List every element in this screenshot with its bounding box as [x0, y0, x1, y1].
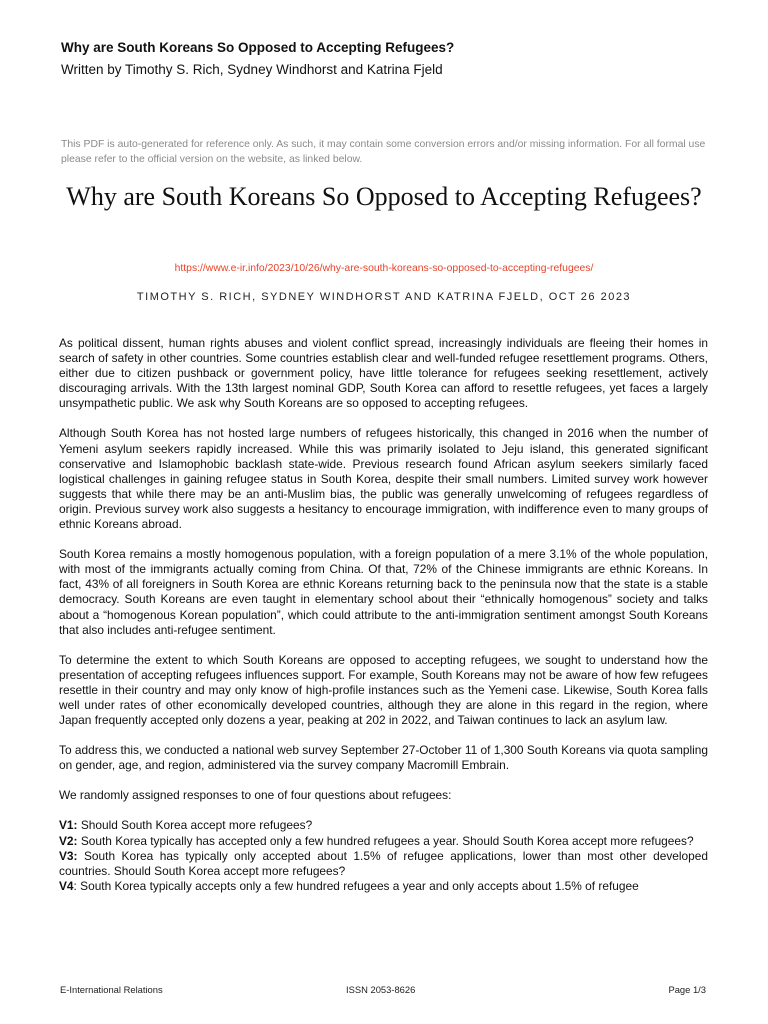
question-label: V2: — [59, 833, 78, 848]
disclaimer-text: This PDF is auto-generated for reference only. As such, it may contain some conversion errors and/or missing information. For all formal use please refer to the official version on the website, as linked below. — [61, 139, 706, 165]
footer-issn: ISSN 2053-8626 — [346, 984, 416, 995]
article-byline: TIMOTHY S. RICH, SYDNEY WINDHORST AND KATRINA FJELD, OCT 26 2023 — [136, 291, 632, 303]
article-title: Why are South Koreans So Opposed to Accepting Refugees? — [66, 182, 702, 211]
question-text: South Korea has typically only accepted about 1.5% of refugee applications, lower than most other developed countries. Should South Korea accept more refugees? — [59, 848, 708, 878]
paragraph: To address this, we conducted a national web survey September 27-October 11 of 1,300 South Koreans via quota sampling on gender, age, and region, administered via the survey company Macromill Embrain. — [59, 743, 708, 773]
question-item — [59, 849, 708, 879]
paragraph: As political dissent, human rights abuses and violent conflict spread, increasingly individuals are fleeing their homes in search of safety in other countries. Some countries establish clear and well-funded refugee resettlement programs. Others, either due to citizen pushback or government policy, have little tolerance for refugees seeking resettlement, actively discouraging arrivals. With the 13th largest nominal GDP, South Korea can afford to resettle refugees, yet faces a largely unsympathetic public. We ask why South Koreans are so opposed to accepting refugees. — [59, 336, 708, 411]
article-body — [59, 336, 708, 894]
paragraph: South Korea remains a mostly homogenous population, with a foreign population of a mere 3.1% of the whole population, with most of the immigrants actually coming from China. Of that, 72% of the Chinese immigrants are ethnic Koreans. In fact, 43% of all foreigners in South Korea are ethnic Koreans returning back to the peninsula now that the state is a stable democracy. South Koreans are even taught in elementary school about their “ethnically homogenous” society and talks about a “homogenous Korean population”, which could attribute to the anti-immigration sentiment amongst South Koreans that also includes anti-refugee sentiment. — [59, 547, 708, 637]
paragraph: To determine the extent to which South Koreans are opposed to accepting refugees, we sought to understand how the presentation of accepting refugees influences support. For example, South Koreans may not be aware of how few refugees resettle in their country and may only know of high-profile instances such as the Yemeni case. Likewise, South Korea falls well under rates of other economically developed countries, although they are alone in this regard in the region, where Japan frequently accepted only dozens a year, peaking at 202 in 2022, and Taiwan continues to lack an asylum law. — [59, 652, 708, 728]
question-label: V3: — [59, 848, 78, 863]
header-authors: Written by Timothy S. Rich, Sydney Windhorst and Katrina Fjeld — [61, 62, 443, 77]
question-item — [59, 879, 708, 894]
question-text: South Korea typically has accepted only a few hundred refugees a year. Should South Korea accept more refugees? — [77, 833, 694, 848]
question-text: Should South Korea accept more refugees? — [77, 818, 313, 833]
question-label: V1: — [59, 818, 78, 833]
paragraph: Although South Korea has not hosted large numbers of refugees historically, this changed in 2016 when the number of Yemeni asylum seekers rapidly increased. While this was primarily isolated to Jeju island, this generated significant conservative and Islamophobic backlash state-wide. Previous research found African asylum seekers similarly faced logistical challenges in gaining refugee status in South Korea, despite their small numbers. Limited survey work however suggests that while there may be an anti-Muslim bias, the public was generally unwelcoming of refugees regardless of origin. Previous survey work also suggests a hesitancy to encourage immigration, with indifference even to many groups of ethnic Koreans abroad. — [59, 426, 708, 532]
question-item — [59, 818, 708, 833]
paragraph: We randomly assigned responses to one of four questions about refugees: — [59, 788, 452, 803]
header-title: Why are South Koreans So Opposed to Accepting Refugees? — [61, 40, 455, 55]
question-text: : South Korea typically accepts only a few hundred refugees a year and only accepts about 1.5% of refugee — [73, 878, 639, 893]
footer-publisher: E-International Relations — [60, 984, 163, 995]
question-label: V4 — [59, 878, 74, 893]
question-item — [59, 834, 708, 849]
source-link[interactable]: https://www.e-ir.info/2023/10/26/why-are-south-koreans-so-opposed-to-accepting-refugees/ — [174, 263, 594, 274]
footer-page-number: Page 1/3 — [668, 984, 706, 995]
